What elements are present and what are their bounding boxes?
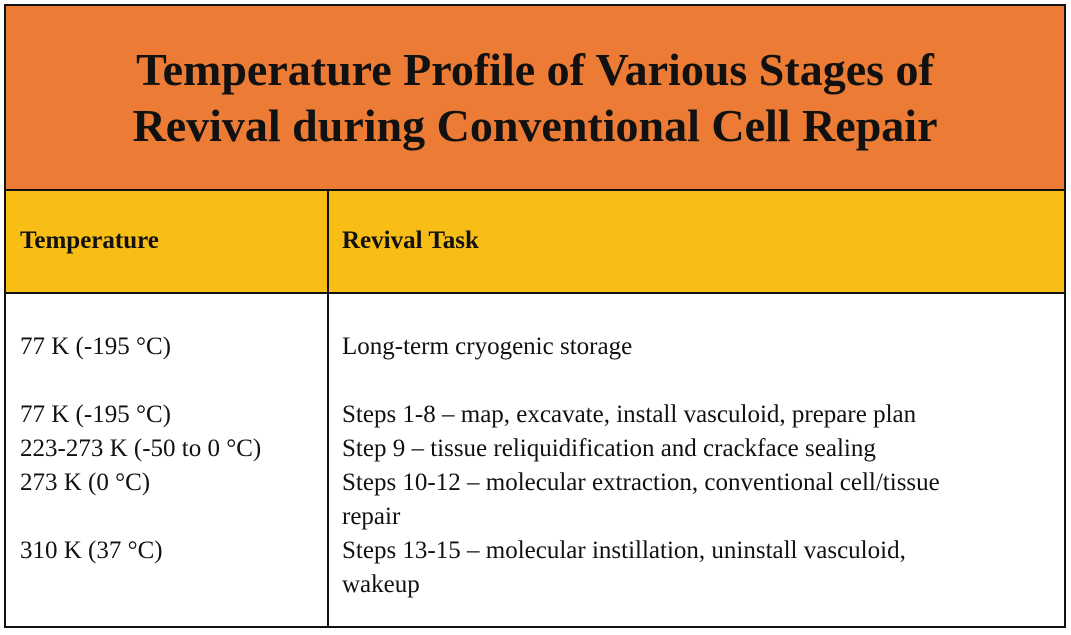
table-title bbox=[55, 42, 1015, 154]
row-2-temperature: 77 K (-195 °C) bbox=[20, 401, 171, 428]
row-5-task-line-1: Steps 13-15 – molecular instillation, uninstall vasculoid, bbox=[342, 537, 906, 564]
row-2-task: Steps 1-8 – map, excavate, install vasculoid, prepare plan bbox=[342, 401, 917, 428]
title-line-2: Revival during Conventional Cell Repair bbox=[132, 99, 938, 151]
title-band bbox=[6, 6, 1064, 191]
row-5-task-line-2: wakeup bbox=[342, 571, 420, 598]
row-5-temperature: 310 K (37 °C) bbox=[20, 537, 163, 564]
row-4-task-line-1: Steps 10-12 – molecular extraction, conventional cell/tissue bbox=[342, 469, 940, 496]
table-frame bbox=[4, 4, 1066, 628]
header-row bbox=[6, 191, 1064, 294]
row-1-task: Long-term cryogenic storage bbox=[342, 333, 633, 360]
row-3-temperature: 223-273 K (-50 to 0 °C) bbox=[20, 435, 262, 462]
title-line-1: Temperature Profile of Various Stages of bbox=[136, 43, 934, 95]
row-1-temperature: 77 K (-195 °C) bbox=[20, 333, 171, 360]
column-header-temperature: Temperature bbox=[20, 227, 159, 254]
row-3-task: Step 9 – tissue reliquidification and crackface sealing bbox=[342, 435, 876, 462]
column-header-revival-task: Revival Task bbox=[342, 227, 479, 254]
table-body bbox=[6, 294, 1064, 626]
row-4-task-line-2: repair bbox=[342, 503, 401, 530]
row-4-temperature: 273 K (0 °C) bbox=[20, 469, 151, 496]
